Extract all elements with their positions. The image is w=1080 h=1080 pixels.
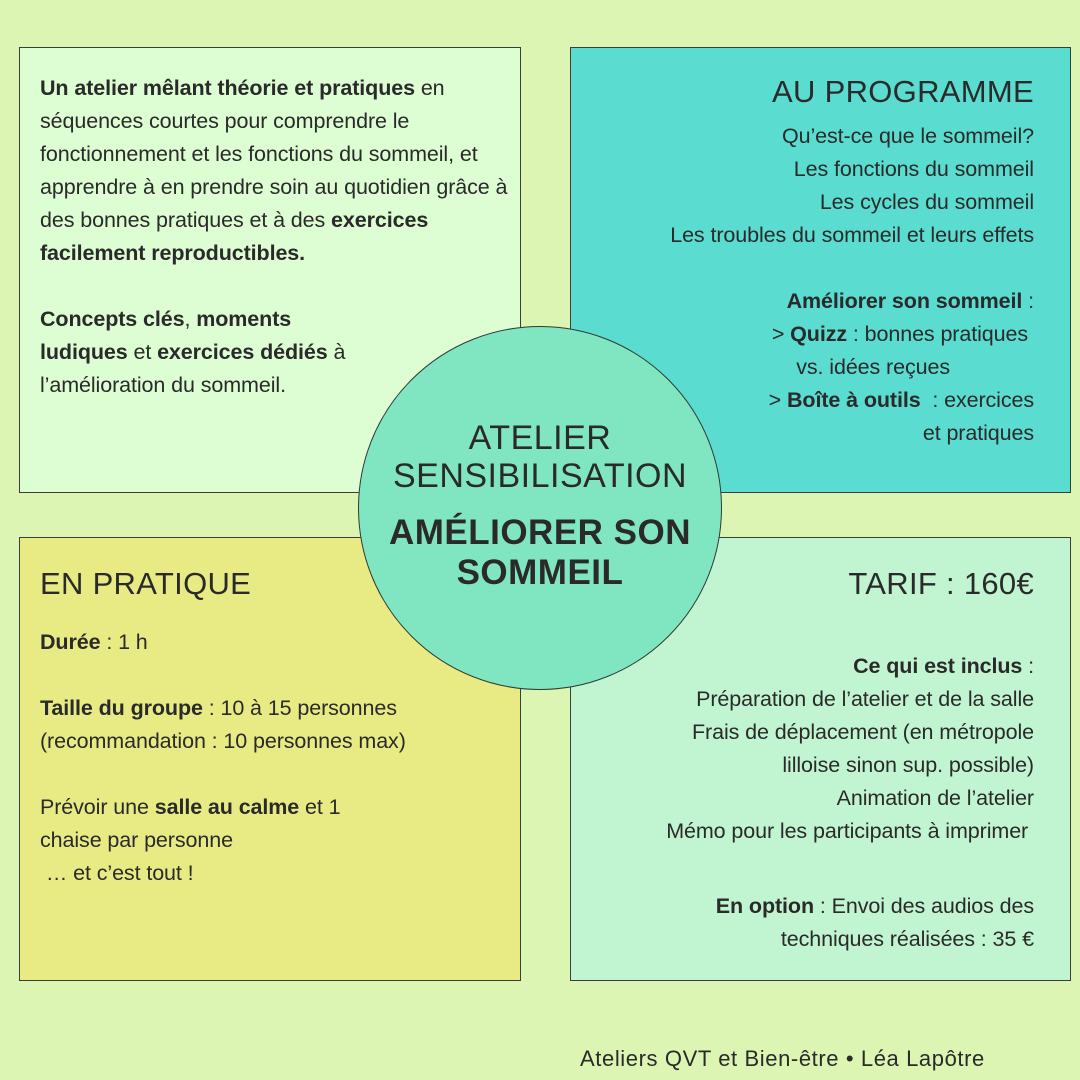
spacer xyxy=(40,659,480,692)
intro-emphasis-2: exercices facilement reproductibles. xyxy=(40,208,429,265)
colon: : xyxy=(1022,289,1034,313)
group-label: Taille du groupe xyxy=(40,696,203,720)
exercices-label: exercices dédiés xyxy=(157,340,328,364)
title-badge xyxy=(358,326,722,690)
quizz-text: : bonnes pratiques xyxy=(847,322,1028,346)
subtitle-line-1: ATELIER xyxy=(468,419,612,457)
duration-label: Durée xyxy=(40,630,101,654)
tarif-heading: TARIF : 160€ xyxy=(848,566,1034,601)
included-label: Ce qui est inclus xyxy=(853,654,1023,678)
room-text: Prévoir une xyxy=(40,795,155,819)
subtitle-line-2: SENSIBILISATION xyxy=(392,457,688,495)
main-title-line-2: SOMMEIL xyxy=(456,553,624,592)
room-line xyxy=(40,791,390,857)
programme-item: Les cycles du sommeil xyxy=(819,190,1034,214)
included-item: lilloise sinon sup. possible) xyxy=(782,753,1034,777)
programme-item: Qu’est-ce que le sommeil? xyxy=(781,124,1034,148)
tools-label: Boîte à outils xyxy=(787,388,921,412)
intro-paragraph-1 xyxy=(40,72,510,270)
group-value: : 10 à 15 personnes (recommandation : 10 personnes max) xyxy=(40,696,406,753)
tools-line-2: et pratiques xyxy=(922,421,1034,445)
arrow-prefix: > xyxy=(768,388,787,412)
colon: : xyxy=(1022,654,1034,678)
programme-item: Les fonctions du sommeil xyxy=(793,157,1034,181)
included-item: Préparation de l’atelier et de la salle xyxy=(696,687,1034,711)
sep: et xyxy=(127,340,158,364)
included-item: Mémo pour les participants à imprimer xyxy=(666,819,1034,843)
included-item: Animation de l’atelier xyxy=(836,786,1034,810)
option-line-2: techniques réalisées : 35 € xyxy=(780,927,1034,951)
intro-body: en séquences courtes pour comprendre le fonctionnement et les fonctions du sommeil, et apprendre à en prendre soin au quotidien grâce à des bonnes pratiques et à des xyxy=(40,76,508,232)
option-line xyxy=(564,890,1034,923)
main-title-line-1: AMÉLIORER SON xyxy=(388,513,692,552)
improve-label: Améliorer son sommeil xyxy=(786,289,1023,313)
sep: , xyxy=(184,307,197,331)
spacer xyxy=(40,758,480,791)
intro-emphasis: Un atelier mêlant théorie et pratiques xyxy=(40,76,415,100)
intro-paragraph-2 xyxy=(40,303,380,402)
footer-credit: Ateliers QVT et Bien-être • Léa Lapôtre xyxy=(580,1046,985,1071)
group-line xyxy=(40,692,410,758)
moments-label: moments ludiques xyxy=(40,307,292,364)
room-label: salle au calme xyxy=(154,795,300,819)
closing-line: … et c’est tout ! xyxy=(40,861,194,885)
option-label: En option xyxy=(715,894,814,918)
quizz-line-2: vs. idées reçues xyxy=(796,355,950,379)
quizz-line xyxy=(564,318,1034,351)
programme-heading: AU PROGRAMME xyxy=(772,74,1034,109)
concepts-label: Concepts clés xyxy=(40,307,185,331)
pratique-heading: EN PRATIQUE xyxy=(40,566,252,601)
included-item: Frais de déplacement (en métropole xyxy=(692,720,1034,744)
spacer xyxy=(564,848,1034,890)
room-text-2: et 1 chaise par personne xyxy=(40,795,341,852)
spacer xyxy=(40,270,510,303)
subtitle xyxy=(359,419,721,495)
intro-tail: à l’amélioration du sommeil. xyxy=(40,340,346,397)
tools-text: : exercices xyxy=(920,388,1034,412)
programme-item: Les troubles du sommeil et leurs effets xyxy=(670,223,1034,247)
improve-heading xyxy=(564,285,1034,318)
main-title xyxy=(359,513,721,593)
intro-text xyxy=(40,72,510,402)
duration-value: : 1 h xyxy=(100,630,148,654)
spacer xyxy=(564,252,1034,285)
option-text: : Envoi des audios des xyxy=(813,894,1034,918)
arrow-prefix: > xyxy=(771,322,791,346)
quizz-label: Quizz xyxy=(790,322,848,346)
